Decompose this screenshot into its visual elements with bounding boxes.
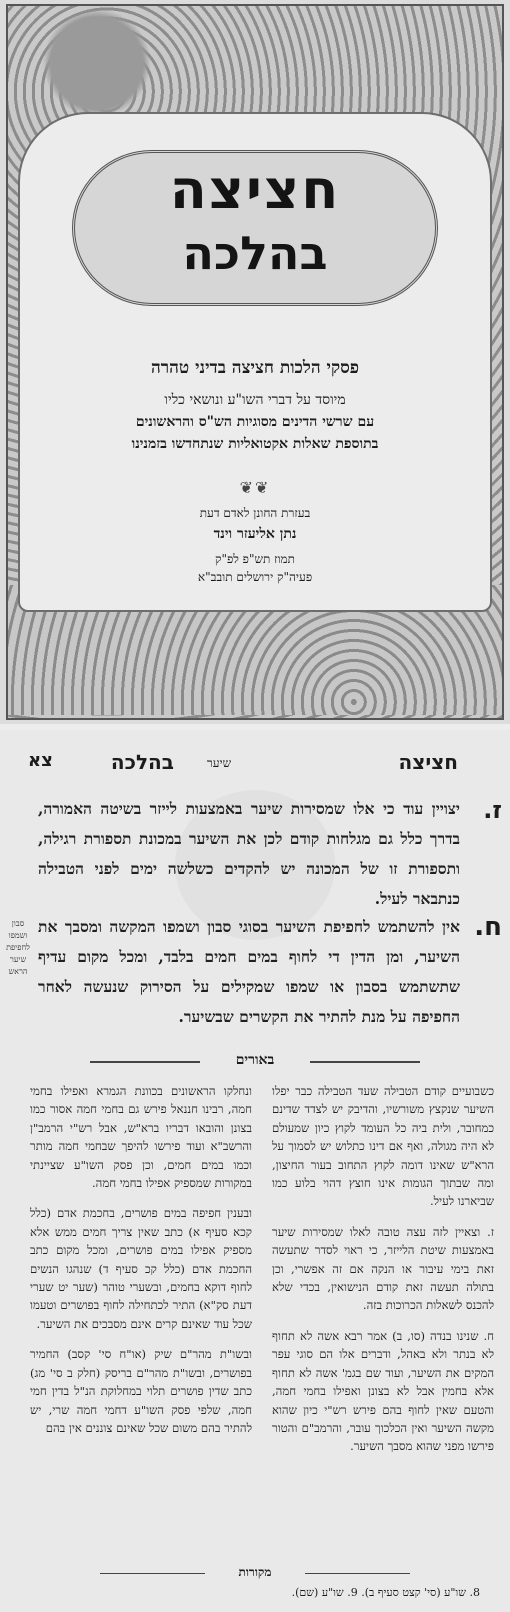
paragraph-marker-z: ז. <box>483 796 502 824</box>
ornament-divider-icon: ❦❦ <box>239 478 271 497</box>
running-head-left: בהלכה <box>110 750 174 774</box>
publication-place: פעיה"ק ירושלים תובב"א <box>197 570 313 584</box>
paragraph-h: אין להשתמש לחפיפת השיער בסוגי סבון ושמפו המקשה ומסבך את השיער, ומן הדין די לחוף במים חמים בלבד, ומכל מקום עדיף שתשתמש בסבון או שמפו שמקילים על הסירוק שנעשה לאחר החפיפה על מנת להתיר את הקשרים שבשיער. <box>38 917 460 1026</box>
author-intro: בעזרת החונן לאדם דעת <box>199 506 311 520</box>
commentary-paragraph: ובשו"ת מהר"ם שיק (או"ח סי' קסב) החמיר בפושרים, ובשו"ת מהר"ם בריסק (חלק ב סי' מג) כתב שדין פושרים תלוי במחלוקת הנ"ל בדין חמי חמה, שלפי פסק השו"ע דחמי חמה שרי, יש להתיר בהם משום שכל שאינם צוננים אין בהם <box>30 1347 252 1435</box>
book-title-page <box>0 0 510 724</box>
commentary-column-right <box>272 1082 494 1468</box>
commentary-paragraph: כשבועיים קודם הטבילה שעד הטבילה כבר יפלו השיער שנקצץ משורשיו, והדיבק יש לצדד שדינם כמחובר, ולית ביה כל העומד לקוץ כיון שמעולם לא היה מגולה, ואף אם דינו כתלוש יש לסמוך על הרא"ש שאינו דומה לקוץ התחוב בעור החיצון, ומה שבתוך הגומות אינו חוצץ דהוי בלוע כמו שביארנו לעיל. <box>272 1084 494 1209</box>
publication-date: תמוז תש"פ לפ"ק <box>215 552 295 566</box>
book-title-line2: בהלכה <box>182 226 328 280</box>
sources-footnotes: 8. שו"ע (סי' קצט סעיף ב). 9. שו"ע (שם). <box>291 1586 480 1599</box>
description-line-1: מיוסד על דברי השו"ע ונושאי כליו <box>164 392 346 408</box>
sources-title: מקורות <box>100 1565 410 1581</box>
book-page <box>0 730 510 1612</box>
paragraph-marker-h: ח. <box>474 912 502 942</box>
commentary-paragraph: ח. שנינו בנדה (סו, ב) אמר רבא אשה לא תחוף לא בנתר ולא באהל, ודברים אלו הם סוגי עפר המקים את השיער, ועוד שם בגמ' אשה לא תחוף אלא בחמין אבל לא בצונן ואפילו בחמי חמה, והטעם שאין לחוף בהם פירש רש"י כיון שהוא מקשה השיער ואין הכלכוך עובר, והרמב"ם והטור פירשו מפני שהוא מסבך השיער. <box>272 1328 494 1454</box>
author-name: נתן אליעזר וינד <box>213 526 297 542</box>
running-head-topic: שיער <box>206 756 232 770</box>
commentary-paragraph: ובענין חפיפה במים פושרים, בחכמת אדם (כלל קכא סעיף א) כתב שאין צריך חמים ממש אלא מספיק אפילו במים פושרים, ומכל מקום כתב החכמת אדם (כלל קכ סעיף ד) שנהגו הנשים לחוף דוקא בחמים, ובשערי טוהר (שער יט שערי דעת סק"א) התיר לכתחילה לחוף בפושרים וטעמו שכל עוד שאינם קרים אינם מסבכים את השיער. <box>30 1206 252 1331</box>
book-title: חציצה <box>169 158 341 221</box>
paragraph-z: יצויין עוד כי אלו שמסירות שיער באמצעות לייזר בשיטה האמורה, בדרך כלל גם מגלחות קודם לכן את השיער במכונת תספורת רגילה, ותספורת זו של המכונה יש להקדים כשלשה ימים לפני הטבילה כנתבאר לעיל. <box>38 799 460 908</box>
commentary-paragraph: ונחלקו הראשונים בכוונת הגמרא ואפילו בחמי חמה, רבינו חננאל פירש גם בחמי חמה אסור כמו בצונן והובאו דבריו ברא"ש, אבל רש"י הרמב"ן והרשב"א ועוד פירשו להיפך שבחמי חמה מותר וכמו במים חמים, וכן פסק השו"ע שציינתי במקורות שמספיק אפילו בחמי חמה. <box>30 1084 252 1191</box>
commentary-column-left <box>30 1082 252 1449</box>
description-line-3: בתוספת שאלות אקטואליות שנתחדשו בזמנינו <box>131 436 379 452</box>
page-number: צא <box>28 750 53 771</box>
commentary-paragraph: ז. וצאיין לזה עצה טובה לאלו שמסירות שיער באמצעות שיטת הלייזר, כי ראוי לסדר שתעשה זאת בימי עיבור או הנקה אם זה אפשרי, וכן בתולה תעשה זאת קודם הנישואין, בכדי שלא להכנס לשאלות הכרוכות בזה. <box>272 1224 494 1313</box>
book-subtitle: פסקי הלכות חציצה בדיני טהרה <box>150 358 359 378</box>
running-head-right: חציצה <box>398 750 458 774</box>
margin-note: סבון ושמפו לחפיפת שיער הראש <box>6 919 30 976</box>
description-line-2: עם שרשי הדינים מסוגיות הש"ס והראשונים <box>135 414 375 430</box>
section-title-biurim: באורים <box>90 1052 420 1072</box>
